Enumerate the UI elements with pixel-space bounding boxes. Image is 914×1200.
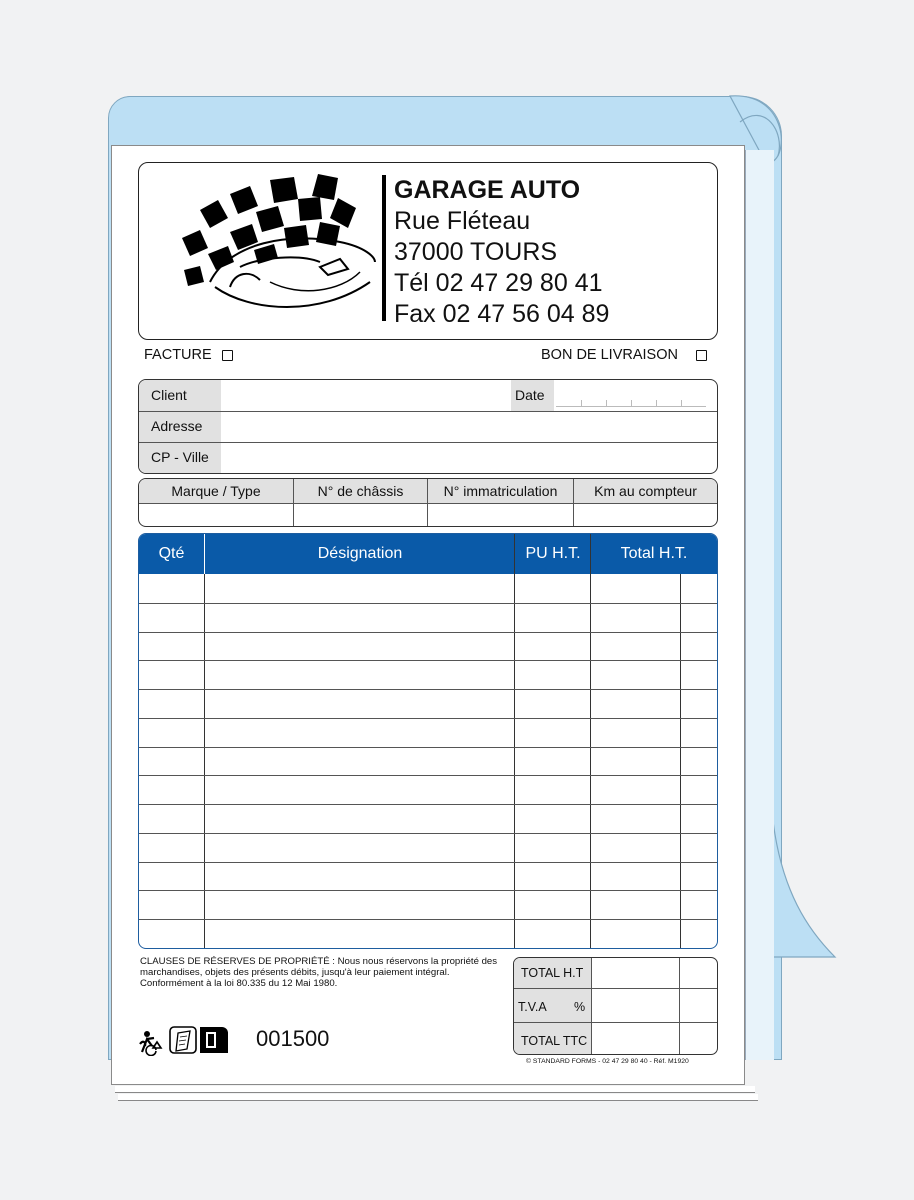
- company-city: 37000 TOURS: [394, 238, 558, 266]
- item-row[interactable]: [139, 660, 717, 690]
- address-field[interactable]: [223, 412, 713, 442]
- delivery-label: BON DE LIVRAISON: [541, 347, 678, 363]
- tva-percent-label: %: [574, 1000, 586, 1014]
- total-header: Total H.T.: [620, 545, 688, 562]
- eco-icons: [137, 1024, 233, 1056]
- invoice-checkbox[interactable]: [222, 350, 233, 361]
- invoice-option[interactable]: [144, 347, 233, 363]
- property-clause: CLAUSES DE RÉSERVES DE PROPRIÉTÉ : Nous nous réservons la propriété des marchandises, objets des présents débits, jusqu'à leur paiement intégral. Conformément à la loi 80.335 du 12 Mai 1980.: [140, 956, 498, 989]
- item-row[interactable]: [139, 689, 717, 719]
- tva-field[interactable]: [592, 989, 679, 1022]
- delivery-checkbox[interactable]: [696, 350, 707, 361]
- city-field[interactable]: [223, 443, 713, 473]
- serial-number: 001500: [256, 1026, 330, 1051]
- vehicle-box: [138, 478, 718, 527]
- total-ht-field[interactable]: [592, 958, 679, 988]
- mileage-header: Km au compteur: [594, 483, 697, 499]
- chassis-header: N° de châssis: [317, 483, 404, 499]
- item-row[interactable]: [139, 747, 717, 777]
- date-field[interactable]: [556, 388, 706, 407]
- item-row[interactable]: [139, 574, 717, 603]
- checkered-flag-car-logo: [170, 172, 380, 322]
- pad-side-pages: [745, 150, 774, 1060]
- trash-bin-icon: [200, 1027, 228, 1053]
- company-fax: Fax 02 47 56 04 89: [394, 300, 610, 328]
- unit-price-header: PU H.T.: [525, 545, 581, 562]
- company-phone: Tél 02 47 29 80 41: [394, 269, 603, 297]
- brand-header: Marque / Type: [171, 483, 261, 499]
- item-row[interactable]: [139, 775, 717, 805]
- item-row[interactable]: [139, 890, 717, 920]
- date-label: Date: [515, 387, 545, 403]
- item-row[interactable]: [139, 804, 717, 834]
- chassis-field[interactable]: [294, 504, 427, 526]
- qty-header: Qté: [158, 545, 185, 562]
- invoice-label: FACTURE: [144, 347, 212, 363]
- copyright-footer: © STANDARD FORMS - 02 47 29 80 40 - Réf. M1920: [526, 1058, 689, 1065]
- recycle-person-icon: [140, 1031, 161, 1056]
- items-table: [138, 533, 718, 949]
- client-label: Client: [151, 387, 187, 403]
- total-ttc-label: TOTAL TTC: [521, 1034, 588, 1048]
- total-ttc-field[interactable]: [592, 1023, 679, 1054]
- tva-label: T.V.A: [518, 1000, 547, 1014]
- registration-header: N° immatriculation: [443, 483, 558, 499]
- city-label: CP - Ville: [151, 449, 209, 465]
- client-field[interactable]: [223, 380, 509, 411]
- notepad-icon: [170, 1027, 196, 1053]
- item-row[interactable]: [139, 862, 717, 892]
- delivery-option[interactable]: [541, 347, 707, 363]
- item-row[interactable]: [139, 718, 717, 748]
- page-edge: [115, 1086, 755, 1093]
- designation-header: Désignation: [317, 545, 403, 562]
- company-info: [382, 175, 610, 328]
- company-name: GARAGE AUTO: [394, 176, 581, 204]
- page-edge: [118, 1094, 758, 1101]
- total-ht-label: TOTAL H.T: [521, 966, 584, 980]
- address-label: Adresse: [151, 418, 203, 434]
- client-box: [138, 379, 718, 474]
- item-row[interactable]: [139, 833, 717, 863]
- registration-field[interactable]: [428, 504, 573, 526]
- item-row[interactable]: [139, 603, 717, 633]
- totals-box: [513, 957, 718, 1055]
- mileage-field[interactable]: [574, 504, 717, 526]
- item-row[interactable]: [139, 632, 717, 662]
- brand-field[interactable]: [139, 504, 293, 526]
- item-row[interactable]: [139, 919, 717, 949]
- company-street: Rue Fléteau: [394, 207, 531, 235]
